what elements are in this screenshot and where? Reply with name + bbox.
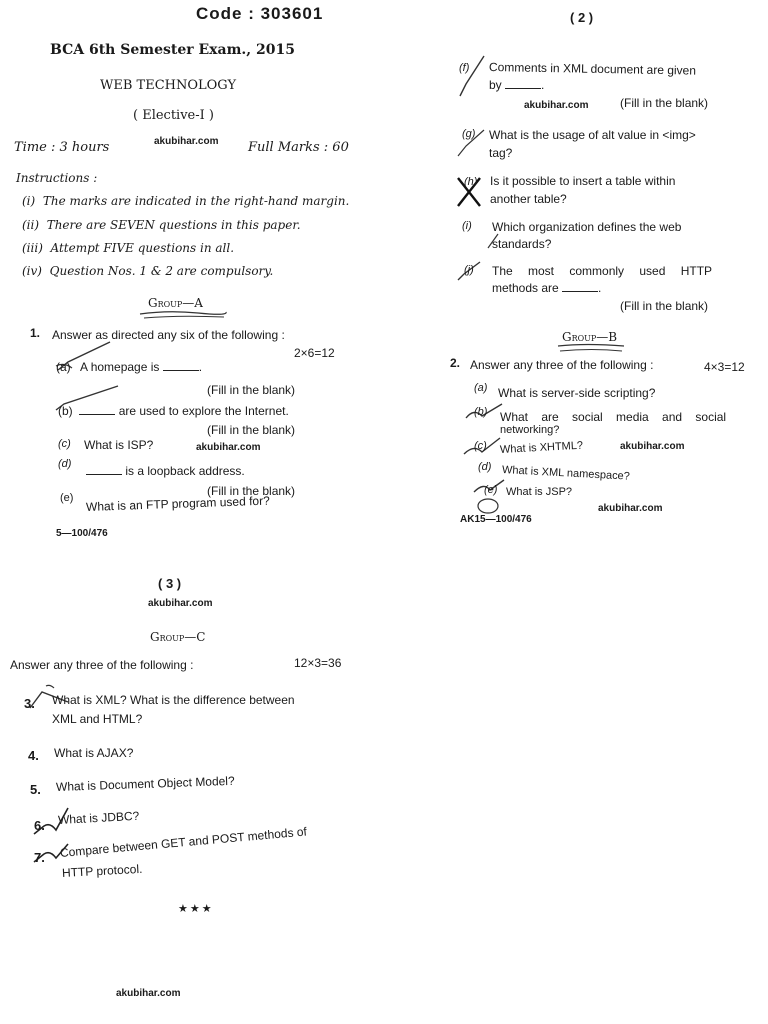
item-i-line2: standards? [492, 237, 552, 251]
item-c: What is ISP? [84, 438, 154, 452]
tick-scribble-icon [456, 126, 486, 160]
sub-b-label: (b) [474, 406, 488, 418]
item-e-label: (e) [60, 492, 74, 504]
fill-note: (Fill in the blank) [207, 484, 296, 498]
sub-a: What is server-side scripting? [498, 386, 656, 400]
q1-number: 1. [30, 326, 41, 340]
subject-title: WEB TECHNOLOGY [100, 78, 237, 93]
q2-text: Answer any three of the following : [470, 358, 654, 372]
group-c-marks: 12×3=36 [294, 656, 342, 670]
q3-line2: XML and HTML? [52, 712, 143, 726]
item-f-label: (f) [459, 62, 470, 74]
sub-d-label: (d) [478, 461, 492, 473]
watermark: akubihar.com [524, 100, 589, 111]
underline-scribble-icon [138, 308, 228, 320]
group-a-heading: Group—A [148, 296, 203, 310]
q7-line1: Compare between GET and POST methods of [59, 824, 308, 860]
watermark: akubihar.com [116, 988, 181, 999]
watermark: akubihar.com [148, 598, 213, 609]
q4-number: 4. [28, 748, 39, 763]
item-j-label: (j) [464, 264, 474, 276]
sub-d: What is XML namespace? [501, 464, 631, 483]
instruction-item: (iv) Question Nos. 1 & 2 are compulsory. [22, 264, 274, 278]
group-c-heading: Group—C [150, 630, 206, 644]
item-c-label: (c) [58, 438, 71, 450]
item-g-line1: What is the usage of alt value in <img> [489, 128, 696, 142]
fill-note: (Fill in the blank) [207, 383, 296, 397]
item-d: is a loopback address. [86, 464, 245, 478]
fill-note: (Fill in the blank) [207, 423, 296, 437]
q3-line1: What is XML? What is the difference between [52, 693, 295, 707]
q1-text: Answer as directed any six of the following : [52, 328, 285, 342]
sub-c-label: (c) [474, 440, 487, 452]
instructions-title: Instructions : [16, 171, 98, 185]
q6-text: What is JDBC? [57, 808, 140, 827]
sub-b-line1: What are social media and social [500, 410, 727, 424]
watermark: akubihar.com [598, 503, 663, 514]
q6-number: 6. [34, 818, 45, 833]
time-label: Time : 3 hours [14, 140, 110, 155]
q5-number: 5. [30, 782, 41, 797]
page-number: ( 2 ) [570, 10, 594, 25]
item-g-line2: tag? [489, 146, 513, 160]
watermark: akubihar.com [620, 441, 685, 452]
tick-scribble-icon [486, 232, 500, 250]
q1-marks: 2×6=12 [294, 346, 335, 360]
sub-b-line2: networking? [500, 424, 560, 436]
item-a: (a) A homepage is . [56, 360, 203, 374]
q2-number: 2. [450, 356, 461, 370]
item-j-line1: The most commonly used HTTP [492, 264, 713, 278]
item-d-label: (d) [58, 458, 72, 470]
q3-number: 3. [24, 696, 35, 711]
item-j-line2: methods are . [492, 281, 602, 295]
item-b: (b) are used to explore the Internet. [58, 404, 289, 418]
page-footer: 5—100/476 [56, 528, 108, 539]
elective-label: ( Elective-I ) [133, 108, 214, 123]
watermark: akubihar.com [154, 136, 219, 147]
full-marks: Full Marks : 60 [248, 140, 349, 155]
q5-text: What is Document Object Model? [55, 773, 235, 794]
underline-scribble-icon [556, 342, 626, 354]
q4-text: What is AJAX? [54, 746, 134, 760]
item-e: What is an FTP program used for? [85, 493, 270, 514]
group-c-instructions: Answer any three of the following : [10, 658, 194, 672]
page-footer: AK15—100/476 [460, 514, 532, 525]
fill-note: (Fill in the blank) [620, 299, 709, 313]
instruction-item: (i) The marks are indicated in the right-hand margin. [22, 194, 350, 208]
tick-scribble-icon [456, 54, 486, 100]
fill-note: (Fill in the blank) [620, 96, 709, 110]
sub-a-label: (a) [474, 382, 488, 394]
end-marker: ★★★ [178, 903, 214, 915]
item-i-line1: Which organization defines the web [492, 220, 682, 234]
item-h-line2: another table? [490, 192, 567, 206]
item-i-label: (i) [462, 220, 472, 232]
exam-title: BCA 6th Semester Exam., 2015 [50, 42, 295, 58]
item-f-line2: by . [489, 78, 545, 92]
exam-code: Code : 303601 [196, 4, 324, 23]
sub-c: What is XHTML? [499, 439, 584, 456]
sub-e: What is JSP? [506, 486, 573, 498]
watermark: akubihar.com [196, 442, 261, 453]
q2-marks: 4×3=12 [704, 360, 745, 374]
item-h-line1: Is it possible to insert a table within [490, 174, 676, 188]
instruction-item: (iii) Attempt FIVE questions in all. [22, 241, 235, 255]
sub-e-label: (e) [484, 484, 498, 496]
group-b-heading: Group—B [562, 330, 618, 344]
page-number: ( 3 ) [158, 576, 182, 591]
item-f-line1: Comments in XML document are given [488, 60, 697, 78]
item-g-label: (g) [462, 128, 476, 140]
instruction-item: (ii) There are SEVEN questions in this paper. [22, 218, 301, 232]
item-h-label: (h) [464, 176, 478, 188]
q7-number: 7. [34, 850, 45, 865]
q7-line2: HTTP protocol. [61, 861, 143, 880]
